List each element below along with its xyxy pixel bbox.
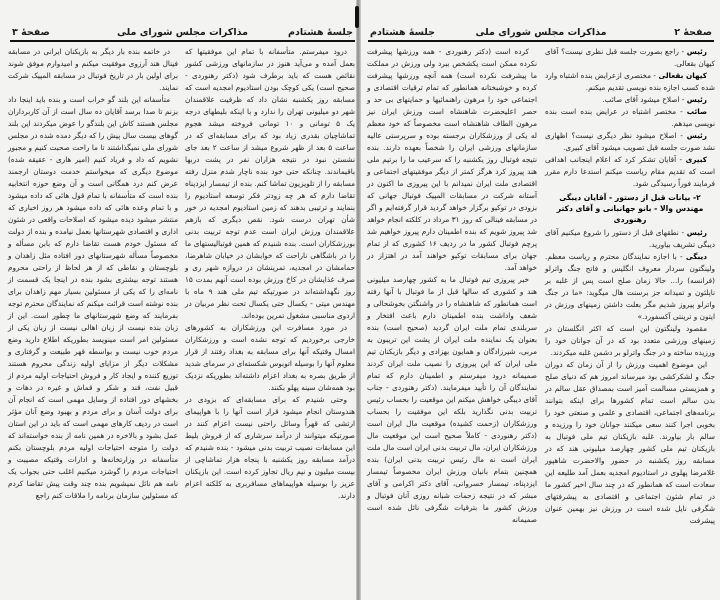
page-header — [10, 24, 355, 40]
speaker-paragraph — [545, 106, 715, 130]
speaker-name: رئیس — [686, 131, 707, 140]
paragraph-text: در مورد مسافرت این ورزشکاران به کشورهای خارجی برخوردیم که توجه نشده است و ورزشکاران امسال وقتیکه آنها برای مسابقه به بغداد رفتند از قرار معلوم آنها را بوسیله اتوبوس شکسته‌ای در سرمای شدید از طریق بصره به بغداد اعزام داشته‌اند بطوریکه نزدیک بود همه‌شان سینه پهلو بکنند. — [185, 323, 355, 392]
paragraph-text: - مختصر اشتباه در عرایض بنده است بنده نویسی میدهم. — [545, 107, 715, 128]
session-label: جلسهٔ هشتادم — [288, 27, 353, 38]
speaker-name: دیبگی — [685, 252, 708, 261]
page-header — [368, 24, 714, 40]
paragraph-text: - اصلاح میشود آقای صائب. — [602, 95, 685, 104]
speaker-paragraph — [545, 130, 715, 154]
paragraph-text: متأسفانه این بلند گو خراب است و بنده باید اینجا داد بزنم تا صدا برسد آقایان ده سال است از آن کاربرداران مجلس هستند کاش این بلندگو را عوض میکردند این بلند گوهای بیست سال پیش را که دیگر دمده شده در مجلس شورای ملی نمیگذاشتند تا ما راحت صحبت کنیم و مجبور نشویم که داد و فریاد کنیم (امیر هاری - عقیقه شده) موضوع دیگری که میخواستم خدمت دوستان ارجمند عرض کنم درد همگانی است و آن وضع حوزه انتخابیه بنده است که متأسفانه با تمام قول هائی که داده میشود و با تمام وعده هائی که داده میشود هر روز اخباری که منتشر میشود دیده میشود که اصلاحات واقعی در شئون اداری و اقتصادی شهرستانها بعمل نیامده و بنده از دولت که مسئول خودم هست تقاضا دارم که بابن مسأله و مخصوصاً مسأله شهرستانهای دور افتاده مثل زاهدان و بلوچستان و نقاطی که از هر لحاظ از راحتی محروم هستند توجه بیشتری بشود بنده در اینجا یک قسمت از نامه‌ای را که یکی از مسئولین بسیار مهم زاهدان برای بنده نوشته است قرائت میکنم که نمایندگان محترم توجه بفرمایند که وضع شهرستانهای ما چطور است. این از زبان بنده نیست از زبان اهالی نیست از زبان یکی از مسئولین امر است مینویسد بطوریکه اطلاع دارید وضع مردم خوب نیست و بواسطه قهر طبیعت و گرفتاری و مشکلات دیگر از مزایای اولیه زندگی محروم هستند توزیع کننده و ایجاد کار و فروش احتیاجات اولیه مردم از قبیل نفت، قند و شکر و قماش و غیره در دهات و بخشهای دور افتاده از وسایل مهمی است که انجام آن برای دولت آسان و برای مردم و بهبود وضع آنان مؤثر است در ردیف کارهای مهمی است که باید در این استان عمل بشود و بالاخره در همین نامه از بنده خواسته‌اند که دولت را متوجه احتیاجات اولیه مردم بلوچستان بکنم متأسفانه در وزارتخانه‌ها و ادارات وقتیکه مصیبت و احتیاجات مردم را گوشزد میکنیم اغلب حتی بجواب یک نامه هم نائل نمیشویم بنده چند وقت پیش تقاضا کردم که مسئولین سازمان برنامه را ملاقات کنم راجع — [8, 95, 178, 500]
page-number: صفحهٔ ۲ — [674, 27, 712, 38]
speaker-paragraph — [545, 154, 715, 190]
paragraph — [545, 323, 715, 359]
paragraph-text: - آقایان تشکر کرد که اعلام اینجانب اهدافی است که تقدیم مقام ریاست میکنم استدعا دارم مقرر فرمایند فوراً رسیدگی شود. — [545, 155, 715, 188]
paragraph-text: در خاتمه بنده بار دیگر به بازیکنان ایرانی در مسابقه فینال هند آرزوی موفقیت میکنم و امیدوارم موفق شوند برای اولین بار در تاریخ فوتبال در مسابقه المپیک شرکت نمایند. — [8, 47, 178, 92]
paragraph — [367, 274, 537, 526]
text-column — [367, 46, 537, 526]
paragraph-text: درود میفرستم. متأسفانه با تمام این موفقیتها که بعمل آمده و می‌آید هنوز در سازمانهای ورزشی کشور نقائص هست که باید برطرف شود (دکتر رهنوردی - صحیح است) یکی کوچک بودن استادیوم امجدیه است که مسابقه روز یکشنبه نشان داد که ظرفیت علاقمندان شهر دو میلیونی تهران را ندارد و با اینکه بلیطهای درجه یک ۵ تومانی و ۱۰ تومانی فروخته میشد هجوم تماشاچیان بقدری زیاد بود که برای مسابقه‌ای که در ساعت ۵ بعد از ظهر شروع میشد از ساعت ۲ بعد جای نشستن نبود در نتیجه هزاران نفر در پشت دربها باقیماندند. چنانکه حتی خود بنده ناچار شدم منزل رفته مسابقه را از تلویزیون تماشا کنم. بنده از تیمسار ایزدپناه تقاضا دارم که هر چه زودتر فکر توسعه استادیوم را بنمایند و ترتیبی بدهند که زمین استادیوم امجدیه در خور شأن تهران درست شود. نقص دیگری که بازهم علاقمندان ورزش ایران است عدم توجه تربیت بدنی بورزشکاران است. بنده شنیدم که همین فوتبالیستهای ما را در باشگاهی ناراحت که خوابشان در خیابان شاهرضا، حمامشان در امجدیه، تمرینشان در دروازه شهر ری و صرف غذایشان در کاخ ورزش بوده است آنهم بمدت ۱۵ روز نگهداشته‌اند در صورتیکه تیم ملی هند ۹ ماه با مهندس میتی - یکسال حتی یکسال تحت نظر مربیان در اردوی مناسبی مشغول تمرین بوده‌اند. — [185, 47, 355, 320]
paragraph — [8, 94, 178, 502]
page-number: صفحهٔ ۳ — [12, 27, 50, 38]
session-label: جلسهٔ هشتادم — [370, 27, 435, 38]
paragraph-text: - مختصری ازعرایض بنده اشتباه وارد شده کسب اجازه بنده نویسی تقدیم میکنم. — [545, 71, 715, 92]
speaker-paragraph — [545, 227, 715, 251]
paragraph-text: خبر پیروزی تیم فوتبال ما به کشور چهارصد میلیونی هند و کشوری که سالها قبل از ما فوتبال با آنها رفته است همانطور که شاهنشاه را در واشنگتن بخوشحالی و شعف واداشت بنده اطمینان دارم باعث افتخار و سربلندی تمام ملت ایران گردید (صحیح است) بنده بعنوان یک نماینده ملت ایران از پشت این تریبون به مربی، شیرزادگان و همایون بهزادی و دیگر بازیکنان تیم ملی ایران که این پیروزی را نصیب ملت ایران کردند صمیمانه درود میفرستم و اطمینان دارم که تمام نمایندگان آن را تأیید میفرمایند. (دکتر رهنوردی - جناب آقای دیبگی خواهش میکنم این موقعیت را بحساب رئیس تربیت بدنی نگذارید بلکه این موفقیت را بحساب ورزشکاران (زحمت کشیده) موقعیت مال ایران است (دکتر رهنوردی - کاملاً صحیح است این موقعیت مال ورزشکاران ایران، مال تربیت بدنی ایران است مال ملت ایران است نه مال رئیس تربیت بدنی ایران) بنده همچنین بتمام بانیان ورزش ایران مخصوصاً تیمسار ایزدپناه، تیمسار خسروانی، آقای دکتر اکرامی و آقای مبشر که در نتیجه زحمات شبانه روزی آنان فوتبال و ورزش کشور ما بترقیات شگرفی نائل شده است صمیمانه — [367, 275, 537, 524]
paragraph — [185, 46, 355, 322]
speaker-name: صائب — [686, 107, 707, 116]
speaker-name: رئیس — [686, 228, 707, 237]
paragraph-text: مقصود ولینگتون این است که اکثر انگلستان در زمینهای ورزشی متعدد بود که در آن جوانان خود را ورزیده ساخته و در جنگ واترلو بر دشمن غلبه میکردند. — [545, 324, 715, 357]
speaker-name: کبیری — [685, 155, 707, 164]
page-3 — [0, 0, 358, 600]
text-column — [8, 46, 178, 502]
speaker-paragraph — [545, 251, 715, 323]
paragraph-text: این موضوع اهمیت ورزش را از آن زمان که دوران جنگ و لشکرکشی بود میرساند امروز هم که دنیای صلح و همزیستی مسالمت آمیز است بمصداق عقل سالم در بدن سالم است تمام کشورها برای اینکه بتوانند برنامه‌های اجتماعی، اقتصادی و علمی و صنعتی خود را بخوبی اجرا کنند سعی میکنند جوانان خود را ورزیده و سالم بار بیاورند. غلبه بازیکنان تیم ملی فوتبال به بازیکنان تیم ملی کشور چهارصد میلیونی هند که در مسابقه روز یکشنبه در حضور والاحضرت شاهپور غلامرضا پهلوی در استادیوم امجدیه بعمل آمد طلیعه این سعادت است که همانطور که در چند سال اخیر کشور ما در تمام شئون اجتماعی و اقتصادی به پیشرفتهای شگرفی نایل شده است در ورزش نیز بهمین عنوان پیشرفت — [545, 360, 715, 525]
paragraph — [185, 394, 355, 502]
paragraph — [185, 322, 355, 394]
text-column — [185, 46, 355, 502]
text-column — [545, 46, 715, 527]
speaker-paragraph — [545, 70, 715, 94]
speaker-paragraph — [545, 94, 715, 106]
paragraph — [8, 46, 178, 94]
publication-title: مذاکرات مجلس شورای ملی — [475, 27, 607, 38]
header-rule — [10, 40, 355, 42]
paragraph-text: - اصلاح میشود نظر دیگری نیست؟ اظهاری نشد صورت جلسه قبل تصویب میشود آقای کبیری. — [545, 131, 715, 152]
speaker-name: رئیس — [686, 95, 707, 104]
header-rule — [368, 40, 714, 42]
paragraph — [545, 359, 715, 527]
paragraph-text: - راجع بصورت جلسه قبل نظری نیست؟ آقای کیهان بقعالی. — [545, 47, 715, 68]
publication-title: مذاکرات مجلس شورای ملی — [117, 27, 248, 38]
speaker-name: رئیس — [686, 47, 707, 56]
paragraph-text: - با اجازه نمایندگان محترم و ریاست معظم. ولینگتون سردار معروف انگلیس و فاتح جنگ واترلو (فرانسه) را... حالا زمان صلح است پس از غلبه بر ناپلئون و تمیدانه جز برسنت هال میگوید: «ما در جنگ واترلو پیروز شدیم مگر بعلت داشتن زمینهای ورزش در ایتون و ترینتی آکسفورد.» — [545, 252, 715, 321]
paragraph-text: کرده است (دکتر رهنوردی - همه ورزشها پیشرفت نکرده ممکن است یکشخص ببرد ولی ورزش در مملکت ما پیشرفت نکرده است) همه آنچه ورزشها پیشرفت کرده و خوشبختانه همانطور که تمام ترقیات اقتصادی و اجتماعی خود را مرهون راهنمائیها و حمایتهای بی حد و حصر اعلیحضرت شاهنشاه است ورزش ایران نیز مرهون الطاف شاهنشاه است مخصوصاً که خود معظم له یکی از ورزشکاران برجسته بوده و سرپرستی عالیه سازمانهای ورزشی ایران را شخصاً بعهده دارند. بنده نتیجه فوتبال روز یکشنبه را که سرعیب ما را برتیم ملی هند پیروز کرد هرگز کمتر از دیگر موفقیتهای اجتماعی و اقتصادی ملت ایران نمیدانم با این پیروزی ما اکنون در آستانه شرکت در مسابقات المپیک فوتبال جهانی که بزودی در توکیو برگزار خواهد گردید قرار گرفته‌ایم و اگر در مسابقه فینالی که روز ۳۱ مرداد در کلکته انجام خواهد شد پیروز شویم که بنده اطمینان دارم پیروز خواهیم شد پرچم فوتبال کشور ما در ردیف ۱۶ کشوری که از تمام جهان برای مسابقات توکیو خواهند آمد در اهتزاز در خواهد آمد. — [367, 47, 537, 272]
speaker-paragraph — [545, 46, 715, 70]
paragraph-text: - نطقهای قبل از دستور را شروع میکنیم آقای دیبگی تشریف بیاورید. — [545, 228, 715, 249]
paragraph — [367, 46, 537, 274]
page-2 — [362, 0, 720, 600]
speaker-name: کیهان بقعالی — [658, 71, 707, 80]
paragraph-text: وحتی شنیدم که برای مسابقه‌ای که بزودی در هندوستان انجام میشود قرار است آنها را با هواپیمای ارتشی که قهراً وسائل راحتی نیست اعزام کنند در صورتیکه میتوانند از درآمد سرشاری که از فروش بلیط این مسابقات نصیب تربیت بدنی میشود - بنده شنیدم که درآمد مسابقه روز یکشنبه با پنجاه هزار تماشاچی از بیست میلیون و نیم ریال تجاوز کرده است. این بازیکنان عزیز را بوسیله هواپیماهای مسافربری به کلکته اعزام دارند. — [185, 395, 355, 500]
section-heading: ۲- بیانات قبل از دستور - آقایان دیبگی مهندس والا - بانو جهانبانی و آقای دکتر رهنوردی — [556, 193, 704, 224]
